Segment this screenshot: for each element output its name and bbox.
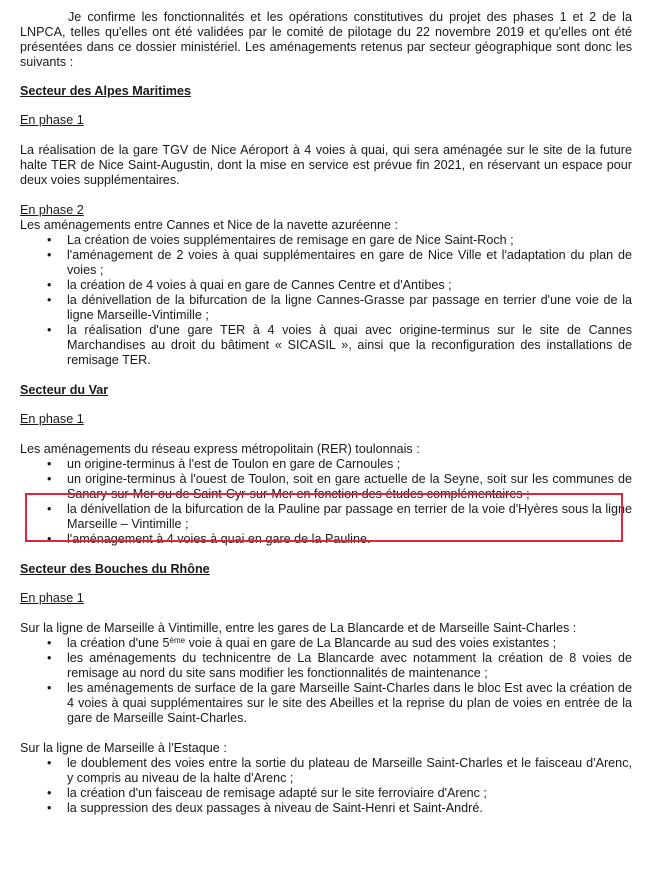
list-item: • la réalisation d'une gare TER à 4 voies à quai avec origine-terminus sur le site de Cannes Marchandises au droit du bâtiment « SICASIL », ainsi que la reconfiguration des installations de remisage TER. — [67, 323, 632, 368]
bdr-list-2 — [20, 756, 632, 816]
list-item: • l'aménagement à 4 voies à quai en gare de la Pauline. — [67, 532, 632, 547]
bdr-intro-1: Sur la ligne de Marseille à Vintimille, entre les gares de La Blancarde et de Marseille Saint-Charles : — [20, 621, 577, 635]
section-title-alpes: Secteur des Alpes Maritimes — [20, 84, 192, 98]
section-title-bdr: Secteur des Bouches du Rhône — [20, 562, 210, 576]
intro-paragraph: Je confirme les fonctionnalités et les opérations constitutives du projet des phases 1 et 2 de la LNPCA, telles qu'elles ont été validées par le comité de pilotage du 22 novembre 2019 et qu'elles ont été présentées dans ce dossier ministériel. Les aménagements retenus par secteur géographique sont donc les suivants : — [20, 10, 632, 69]
list-item: • La création de voies supplémentaires de remisage en gare de Nice Saint-Roch ; — [67, 233, 632, 248]
bdr-list-1 — [20, 636, 632, 726]
list-item-text: voie à quai en gare de La Blancarde au sud des voies existantes ; — [185, 636, 557, 650]
list-item — [67, 636, 632, 651]
list-item-text: la création d'une 5 — [67, 636, 170, 650]
alpes-phase1-text: La réalisation de la gare TGV de Nice Aéroport à 4 voies à quai, qui sera aménagée sur le site de la future halte TER de Nice Saint-Augustin, dont la mise en service est prévue fin 2021, en réservant un espace pour deux voies supplémentaires. — [20, 143, 632, 187]
superscript: ème — [169, 636, 186, 645]
phase-label-alpes-1: En phase 1 — [20, 113, 84, 127]
alpes-phase2-intro: Les aménagements entre Cannes et Nice de la navette azuréenne : — [20, 218, 399, 232]
list-item: • la dénivellation de la bifurcation de la ligne Cannes-Grasse par passage en terrier d'une voie de la ligne Marseille-Vintimille ; — [67, 293, 632, 323]
phase-label-alpes-2: En phase 2 — [20, 203, 84, 217]
bdr-intro-2: Sur la ligne de Marseille à l'Estaque : — [20, 741, 227, 755]
list-item: • un origine-terminus à l'ouest de Toulon, soit en gare actuelle de la Seyne, soit sur les communes de Sanary-sur-Mer ou de Saint-Cyr-sur-Mer en fonction des études complémentaires ; — [67, 472, 632, 502]
list-item: • les aménagements du technicentre de La Blancarde avec notamment la création de 8 voies de remisage au nord du site sans modifier les fonctionnalités de maintenance ; — [67, 651, 632, 681]
list-item: • la création d'un faisceau de remisage adapté sur le site ferroviaire d'Arenc ; — [67, 786, 632, 801]
phase-label-bdr-1: En phase 1 — [20, 591, 84, 605]
highlight-box — [25, 493, 623, 542]
list-item: • la suppression des deux passages à niveau de Saint-Henri et Saint-André. — [67, 801, 632, 816]
phase-label-var-1: En phase 1 — [20, 412, 84, 426]
var-intro: Les aménagements du réseau express métropolitain (RER) toulonnais : — [20, 442, 420, 456]
alpes-phase2-list — [20, 233, 632, 368]
list-item: • la dénivellation de la bifurcation de la Pauline par passage en terrier de la voie d'Hyères sous la ligne Marseille – Vintimille ; — [67, 502, 632, 532]
list-item: • le doublement des voies entre la sortie du plateau de Marseille Saint-Charles et le faisceau d'Arenc, y compris au niveau de la halte d'Arenc ; — [67, 756, 632, 786]
list-item: • un origine-terminus à l'est de Toulon en gare de Carnoules ; — [67, 457, 632, 472]
list-item: • l'aménagement de 2 voies à quai supplémentaires en gare de Nice Ville et l'adaptation du plan de voies ; — [67, 248, 632, 278]
section-title-var: Secteur du Var — [20, 383, 109, 397]
list-item: • les aménagements de surface de la gare Marseille Saint-Charles dans le bloc Est avec la création de 4 voies à quai supplémentaires sur le site des Abeilles et la reprise du plan de voies en entrée de la gare de Marseille Saint-Charles. — [67, 681, 632, 726]
list-item: • la création de 4 voies à quai en gare de Cannes Centre et d'Antibes ; — [67, 278, 632, 293]
